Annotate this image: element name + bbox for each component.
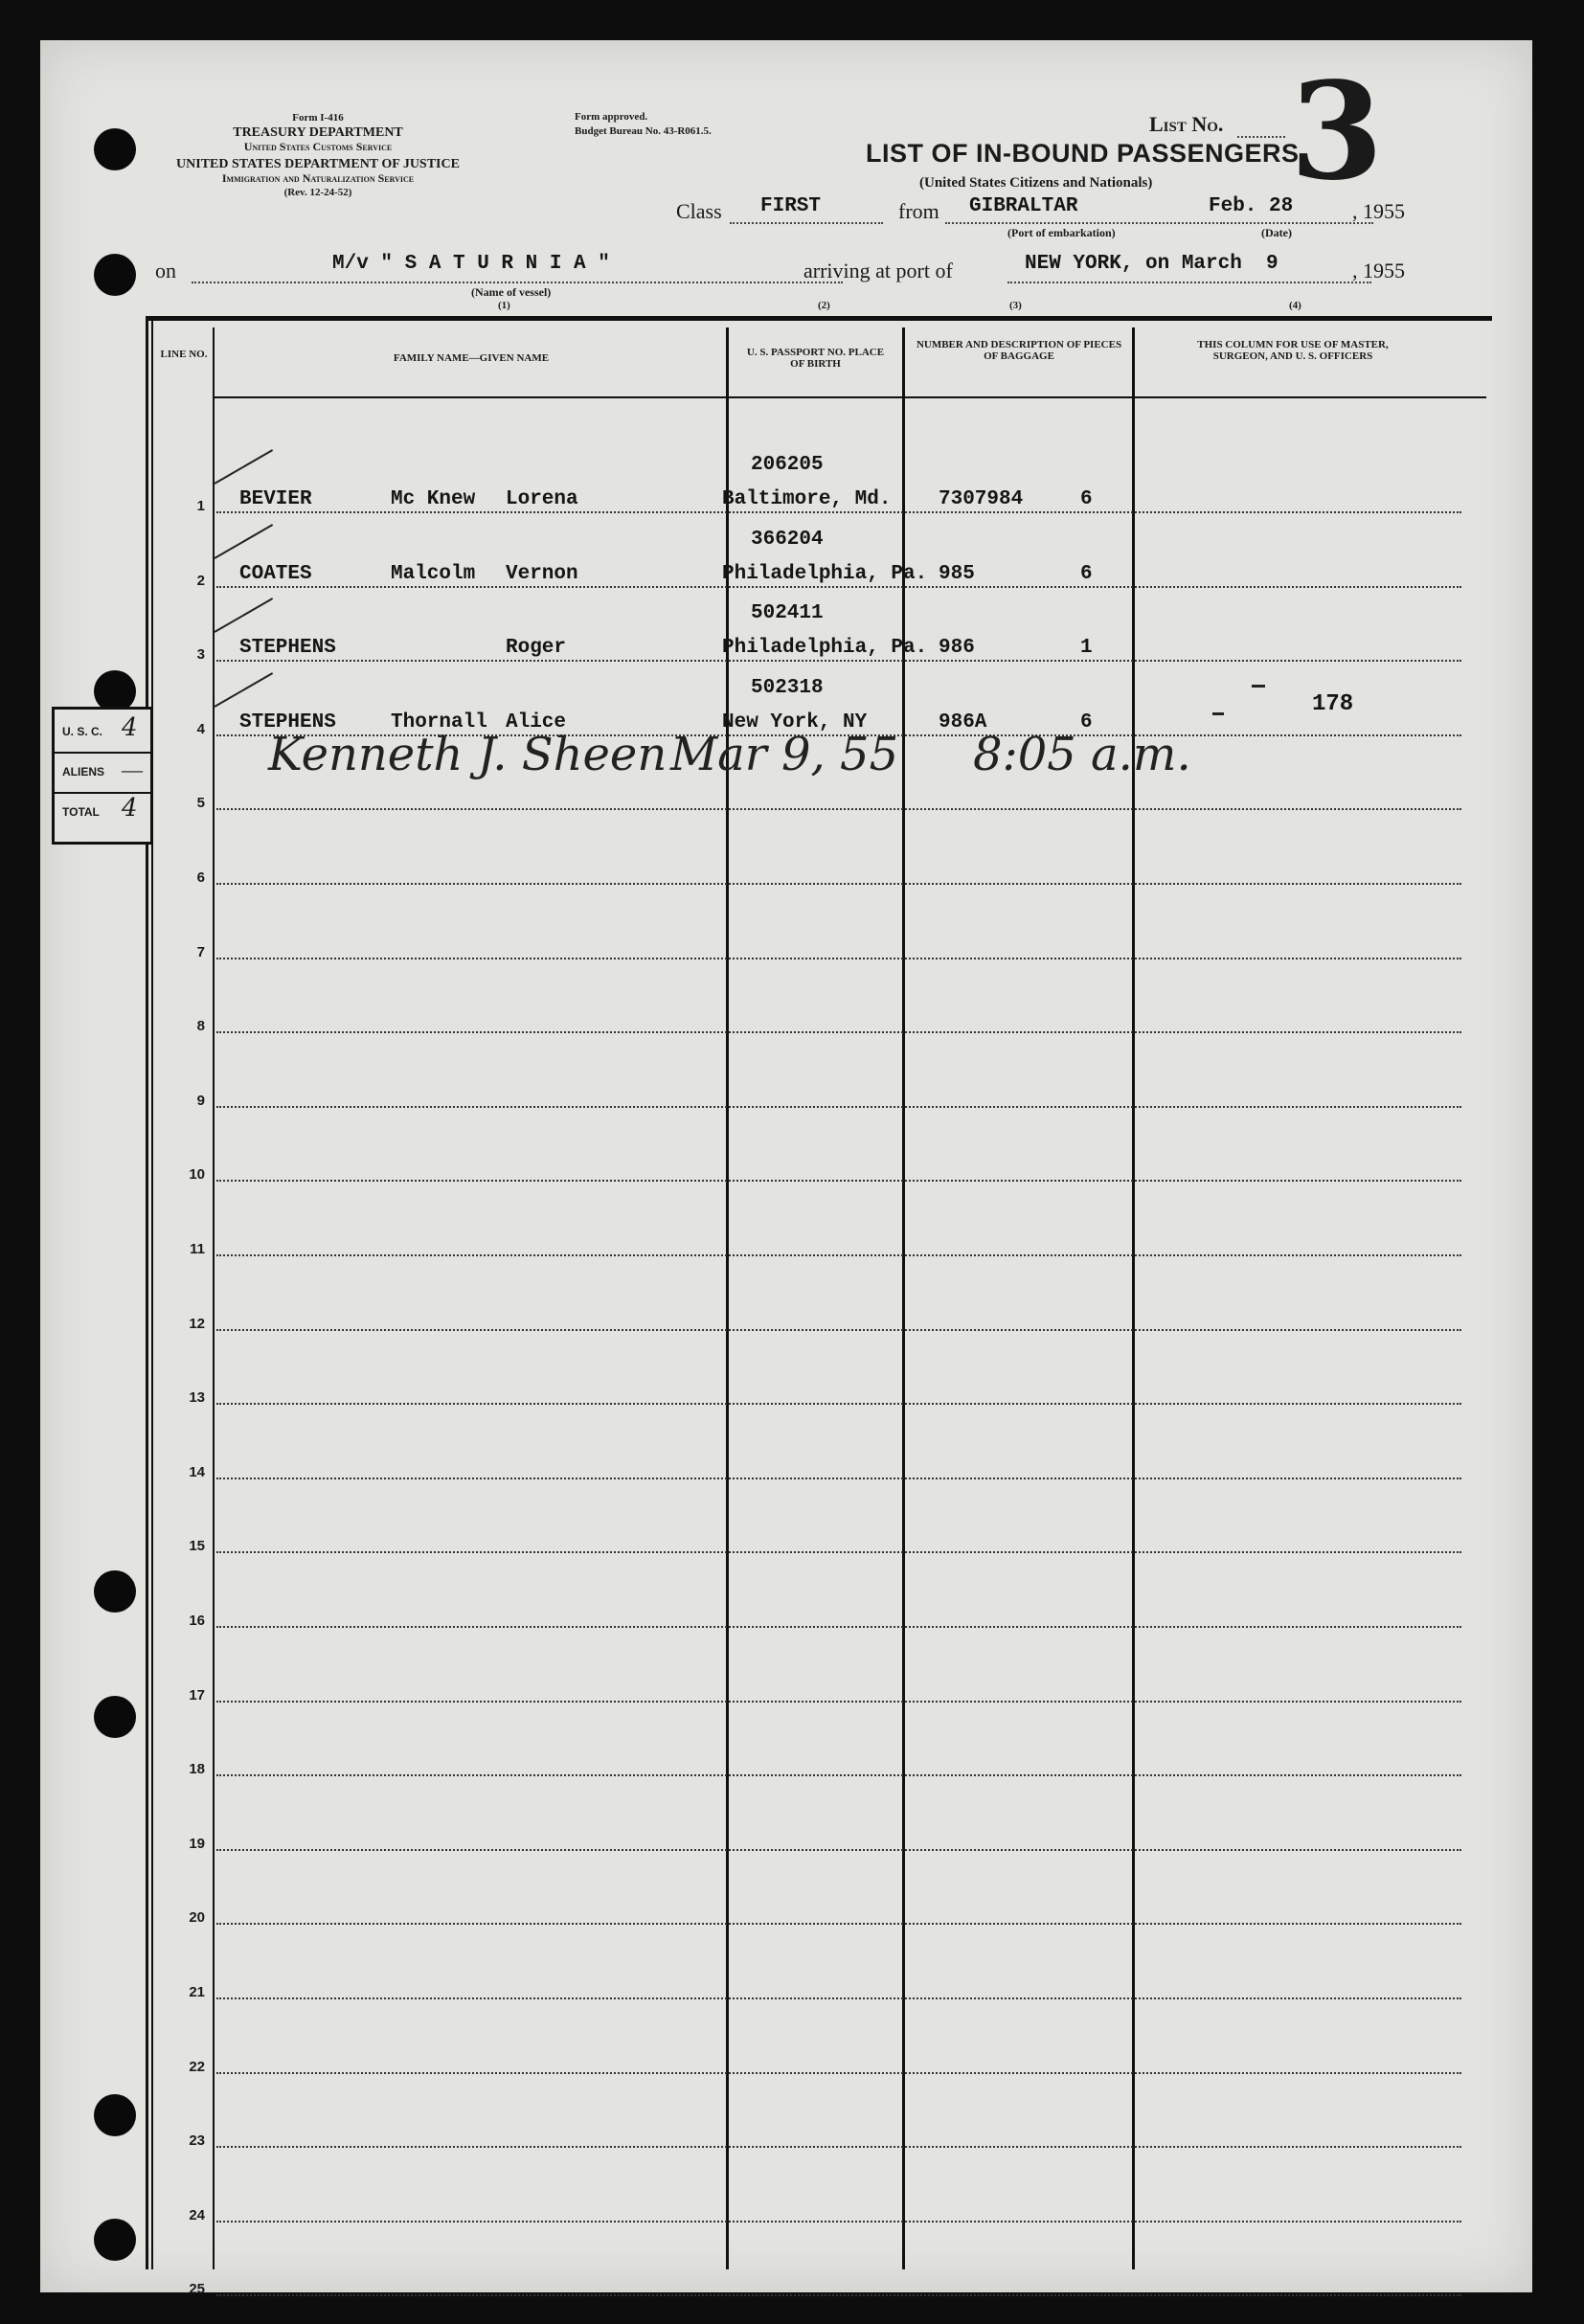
row-rule xyxy=(216,1626,1461,1628)
row-rule xyxy=(216,1849,1461,1851)
form-header-block xyxy=(150,111,486,200)
line-number: 13 xyxy=(189,1389,205,1407)
baggage-number: 986A xyxy=(939,711,987,733)
class-label: Class xyxy=(676,199,722,223)
line-number: 24 xyxy=(189,2206,205,2223)
revision: (Rev. 12-24-52) xyxy=(283,187,352,198)
passport-number: 206205 xyxy=(751,454,824,476)
budget-bureau: Budget Bureau No. 43-R061.5. xyxy=(575,125,712,137)
row-rule xyxy=(216,958,1461,959)
date-caption: (Date) xyxy=(1261,226,1292,239)
line-number: 14 xyxy=(189,1463,205,1480)
passport-number: 502411 xyxy=(751,602,824,625)
passenger-family-name: STEPHENS xyxy=(239,711,336,733)
baggage-divider xyxy=(1132,327,1135,2269)
line-number: 19 xyxy=(189,1835,205,1852)
stamp-usc-value: 4 xyxy=(122,713,138,742)
passport-number: 502318 xyxy=(751,676,824,699)
row-rule xyxy=(216,1106,1461,1108)
check-mark xyxy=(215,524,274,559)
row-rule xyxy=(216,1478,1461,1479)
birthplace: Philadelphia, Pa. xyxy=(722,562,928,585)
row-rule xyxy=(216,808,1461,810)
line-number: 8 xyxy=(196,1018,205,1035)
customs-service: United States Customs Service xyxy=(243,140,393,153)
line-no-divider xyxy=(213,327,215,2269)
stamp-aliens-label: ALIENS xyxy=(62,765,105,778)
form-number: Form I-416 xyxy=(292,112,344,124)
passenger-family-name: COATES xyxy=(239,562,312,585)
passenger-family-name: BEVIER xyxy=(239,488,312,510)
row-rule xyxy=(216,2294,1461,2296)
on-label: on xyxy=(155,259,176,282)
col-cap-3: (3) xyxy=(1009,300,1022,311)
list-no-label: List No. xyxy=(1149,112,1224,136)
passenger-family-name: STEPHENS xyxy=(239,637,336,660)
row-rule xyxy=(216,1923,1461,1925)
col-header-baggage: NUMBER AND DESCRIPTION OF PIECES OF BAGGAGE xyxy=(916,339,1122,362)
check-mark xyxy=(215,449,274,485)
baggage-pieces: 6 xyxy=(1080,488,1093,510)
baggage-number: 985 xyxy=(939,562,975,585)
line-number: 9 xyxy=(196,1092,205,1109)
port-value: NEW YORK, on March 9 xyxy=(1025,253,1279,275)
birthplace: Baltimore, Md. xyxy=(722,488,892,510)
officer-dash-mark xyxy=(1212,712,1224,715)
baggage-pieces: 6 xyxy=(1080,711,1093,733)
list-number: 3 xyxy=(1290,54,1384,211)
check-mark xyxy=(215,598,274,633)
stamp-total-label: TOTAL xyxy=(62,805,100,819)
row-rule xyxy=(216,1031,1461,1033)
table-left-inner xyxy=(151,316,153,2269)
stamp-aliens-value: — xyxy=(122,757,143,781)
row-rule xyxy=(216,1180,1461,1182)
stamp-divider xyxy=(55,752,150,754)
line-number: 3 xyxy=(196,646,205,664)
passenger-given-name: Thornall xyxy=(391,711,487,733)
document-sheet xyxy=(40,40,1532,2298)
stamp-usc-label: U. S. C. xyxy=(62,725,103,738)
officer-tick-mark xyxy=(1252,685,1265,688)
embark-caption: (Port of embarkation) xyxy=(1007,226,1116,239)
vessel-caption: (Name of vessel) xyxy=(471,285,552,299)
vessel-name: M/v " S A T U R N I A " xyxy=(332,253,610,275)
name-divider xyxy=(726,327,729,2269)
page-title: LIST OF IN-BOUND PASSENGERS xyxy=(866,139,1300,168)
line-number: 7 xyxy=(196,943,205,960)
col-header-officers: THIS COLUMN FOR USE OF MASTER, SURGEON, AND U. S. OFFICERS xyxy=(1197,339,1389,362)
row-rule xyxy=(216,1403,1461,1405)
treasury-dept: TREASURY DEPARTMENT xyxy=(233,125,403,140)
line-number: 1 xyxy=(196,498,205,514)
signed-time: 8:05 a.m. xyxy=(973,728,1191,781)
stamp-divider xyxy=(55,792,150,794)
passenger-given-name-2: Vernon xyxy=(506,562,578,585)
from-label: from xyxy=(898,199,939,223)
col-header-name: FAMILY NAME—GIVEN NAME xyxy=(393,352,550,364)
birthplace: Philadelphia, Pa. xyxy=(722,637,928,660)
table-top-border xyxy=(146,316,1492,321)
row-rule xyxy=(216,1254,1461,1256)
stamp-total-value: 4 xyxy=(122,794,138,823)
check-mark xyxy=(215,672,274,708)
from-line xyxy=(945,222,1218,224)
port-line xyxy=(1007,282,1371,283)
baggage-pieces: 1 xyxy=(1080,637,1093,660)
inspector-signature: Kenneth J. Sheen xyxy=(268,728,668,781)
col-header-line-no: LINE NO. xyxy=(160,349,208,360)
row-rule xyxy=(216,1329,1461,1331)
row-rule xyxy=(216,2146,1461,2148)
passport-divider xyxy=(902,327,905,2269)
row-rule xyxy=(216,2221,1461,2222)
col-cap-2: (2) xyxy=(818,300,830,311)
signed-date: Mar 9, 55 xyxy=(670,728,899,781)
line-number: 18 xyxy=(189,1761,205,1778)
baggage-number: 986 xyxy=(939,637,975,660)
line-number: 10 xyxy=(189,1166,205,1184)
line-number: 22 xyxy=(189,2058,205,2075)
line-number: 4 xyxy=(196,720,205,737)
punch-hole xyxy=(94,128,136,170)
row-rule xyxy=(216,1997,1461,1999)
ins-heading: Immigration and Naturalization Service xyxy=(221,171,415,185)
table-left-border xyxy=(146,316,148,2269)
baggage-number: 7307984 xyxy=(939,488,1024,510)
doj-heading: UNITED STATES DEPARTMENT OF JUSTICE xyxy=(176,157,460,171)
count-stamp xyxy=(52,707,153,845)
arriving-label: arriving at port of xyxy=(803,259,953,282)
date-line xyxy=(1220,222,1373,224)
passenger-given-name: Malcolm xyxy=(391,562,476,585)
line-number: 23 xyxy=(189,2132,205,2150)
line-number: 6 xyxy=(196,869,205,886)
row-rule xyxy=(216,883,1461,885)
punch-hole xyxy=(94,1696,136,1738)
class-value: FIRST xyxy=(760,195,822,217)
line-number: 2 xyxy=(196,572,205,589)
col-header-passport: U. S. PASSPORT NO. PLACE OF BIRTH xyxy=(746,347,885,370)
birthplace: New York, NY xyxy=(722,711,868,733)
passenger-given-name: Mc Knew xyxy=(391,488,476,510)
year-2: , 1955 xyxy=(1352,259,1405,282)
line-number: 16 xyxy=(189,1613,205,1629)
passenger-given-name-2: Roger xyxy=(506,637,567,660)
row-rule xyxy=(216,2072,1461,2074)
year-1: , 1955 xyxy=(1352,199,1405,223)
col-cap-4: (4) xyxy=(1289,300,1301,311)
officer-note-number: 178 xyxy=(1312,691,1354,717)
row-rule xyxy=(216,511,1461,513)
line-number: 17 xyxy=(189,1686,205,1704)
class-line xyxy=(730,222,883,224)
line-number: 5 xyxy=(196,795,205,812)
from-value: GIBRALTAR xyxy=(969,195,1078,217)
vessel-line xyxy=(192,282,843,283)
row-rule xyxy=(216,586,1461,588)
row-rule xyxy=(216,1551,1461,1553)
page-subtitle: (United States Citizens and Nationals) xyxy=(919,175,1153,191)
line-number: 15 xyxy=(189,1538,205,1555)
list-no-line xyxy=(1237,136,1285,138)
row-rule xyxy=(216,1774,1461,1776)
row-rule xyxy=(216,1701,1461,1703)
passport-number: 366204 xyxy=(751,528,824,551)
col-cap-1: (1) xyxy=(498,300,510,311)
line-number: 20 xyxy=(189,1909,205,1927)
baggage-pieces: 6 xyxy=(1080,562,1093,585)
line-number: 21 xyxy=(189,1984,205,2000)
date-value: Feb. 28 xyxy=(1209,195,1294,217)
line-number: 11 xyxy=(190,1241,205,1257)
punch-hole xyxy=(94,254,136,296)
passenger-given-name-2: Alice xyxy=(506,711,567,733)
line-number: 12 xyxy=(189,1315,205,1332)
punch-hole xyxy=(94,2094,136,2136)
punch-hole xyxy=(94,2219,136,2261)
row-rule xyxy=(216,660,1461,662)
punch-hole xyxy=(94,1570,136,1613)
passenger-given-name-2: Lorena xyxy=(506,488,578,510)
header-bottom-rule xyxy=(213,396,1486,398)
approval-block xyxy=(575,110,712,139)
form-approved: Form approved. xyxy=(575,111,648,123)
line-number: 25 xyxy=(189,2281,205,2298)
